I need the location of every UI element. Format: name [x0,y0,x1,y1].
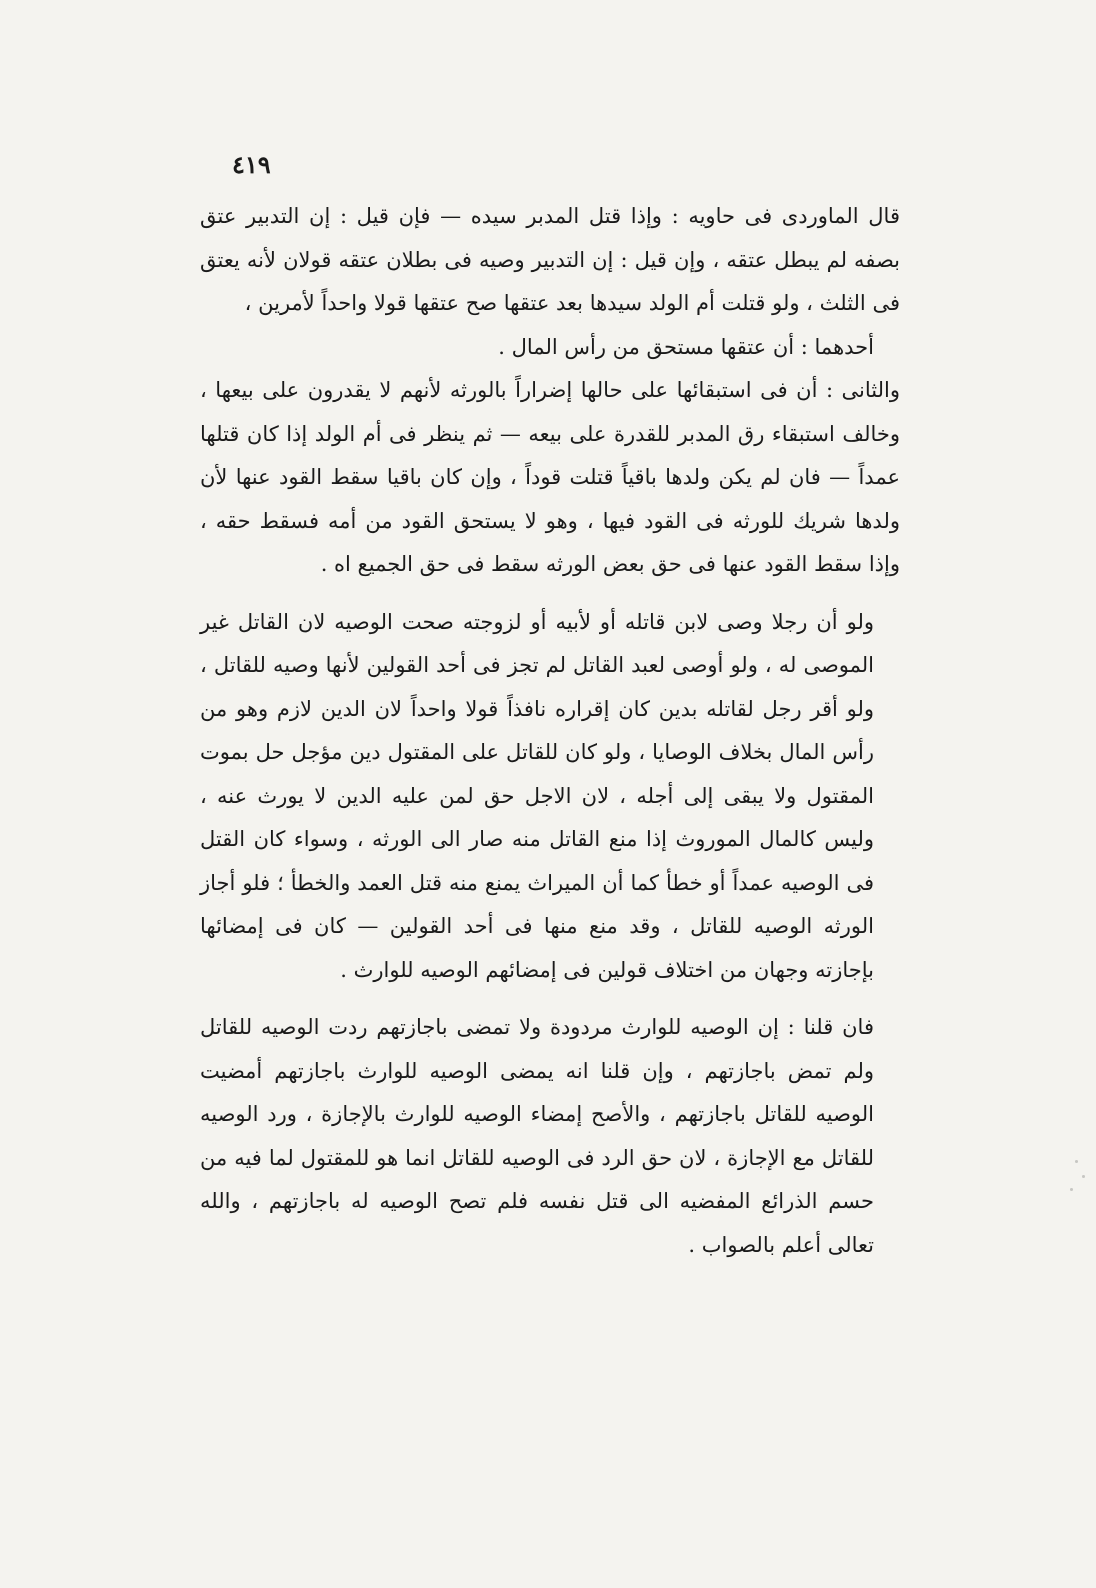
paragraph-3: والثانى : أن فى استبقائها على حالها إضراراً بالورثه لأنهم لا يقدرون على بيعها ، وخالف استبقاء رق المدبر للقدرة على بيعه — ثم ينظر فى أم الولد إذا كان قتلها عمداً — فان لم يكن ولدها باقياً قتلت قوداً ، وإن كان باقيا سقط القود عنها لأن ولدها شريك للورثه فى القود فيها ، وهو لا يستحق القود من أمه فسقط حقه ، وإذا سقط القود عنها فى حق بعض الورثه سقط فى حق الجميع اه . [200,378,900,576]
scan-speck [1075,1160,1078,1163]
scan-speck [1070,1188,1073,1191]
paragraph-1: قال الماوردى فى حاويه : وإذا قتل المدبر سيده — فإن قيل : إن التدبير عتق بصفه لم يبطل عتقه ، وإن قيل : إن التدبير وصيه فى بطلان عتقه قولان لأنه يعتق فى الثلث ، ولو قتلت أم الولد سيدها بعد عتقها صح عتقها قولا واحداً لأمرين ، [200,204,900,315]
paragraph-4: ولو أن رجلا وصى لابن قاتله أو لأبيه أو لزوجته صحت الوصيه لان القاتل غير الموصى له ، ولو أوصى لعبد القاتل لم تجز فى أحد القولين لأنها وصيه للقاتل ، ولو أقر رجل لقاتله بدين كان إقراره نافذاً قولا واحداً لان الدين لازم وهو من رأس المال بخلاف الوصايا ، ولو كان للقاتل على المقتول دين مؤجل حل بموت المقتول ولا يبقى إلى أجله ، لان الاجل حق لمن عليه الدين لا يورث عنه ، وليس كالمال الموروث إذا منع القاتل منه صار الى الورثه ، وسواء كان القتل فى الوصيه عمداً أو خطأ كما أن الميراث يمنع منه قتل العمد والخطأ ؛ فلو أجاز الورثه الوصيه للقاتل ، وقد منع منها فى أحد القولين — كان فى إمضائها بإجازته وجهان من اختلاف قولين فى إمضائهم الوصيه للوارث . [200,609,874,982]
paragraph-5: فان قلنا : إن الوصيه للوارث مردودة ولا تمضى باجازتهم ردت الوصيه للقاتل ولم تمض باجازتهم ، وإن قلنا انه يمضى الوصيه للوارث باجازتهم أمضيت الوصيه للقاتل باجازتهم ، والأصح إمضاء الوصيه للوارث بالإجازة ، ورد الوصيه للقاتل مع الإجازة ، لان حق الرد فى الوصيه للقاتل انما هو للمقتول لما فيه من حسم الذرائع المفضيه الى قتل نفسه فلم تصح الوصيه له باجازتهم ، والله تعالى أعلم بالصواب . [200,1015,874,1257]
page-number: ٤١٩ [232,150,271,179]
paragraph-2: أحدهما : أن عتقها مستحق من رأس المال . [498,334,874,359]
body-text [200,195,900,1267]
scan-speck [1082,1175,1085,1178]
